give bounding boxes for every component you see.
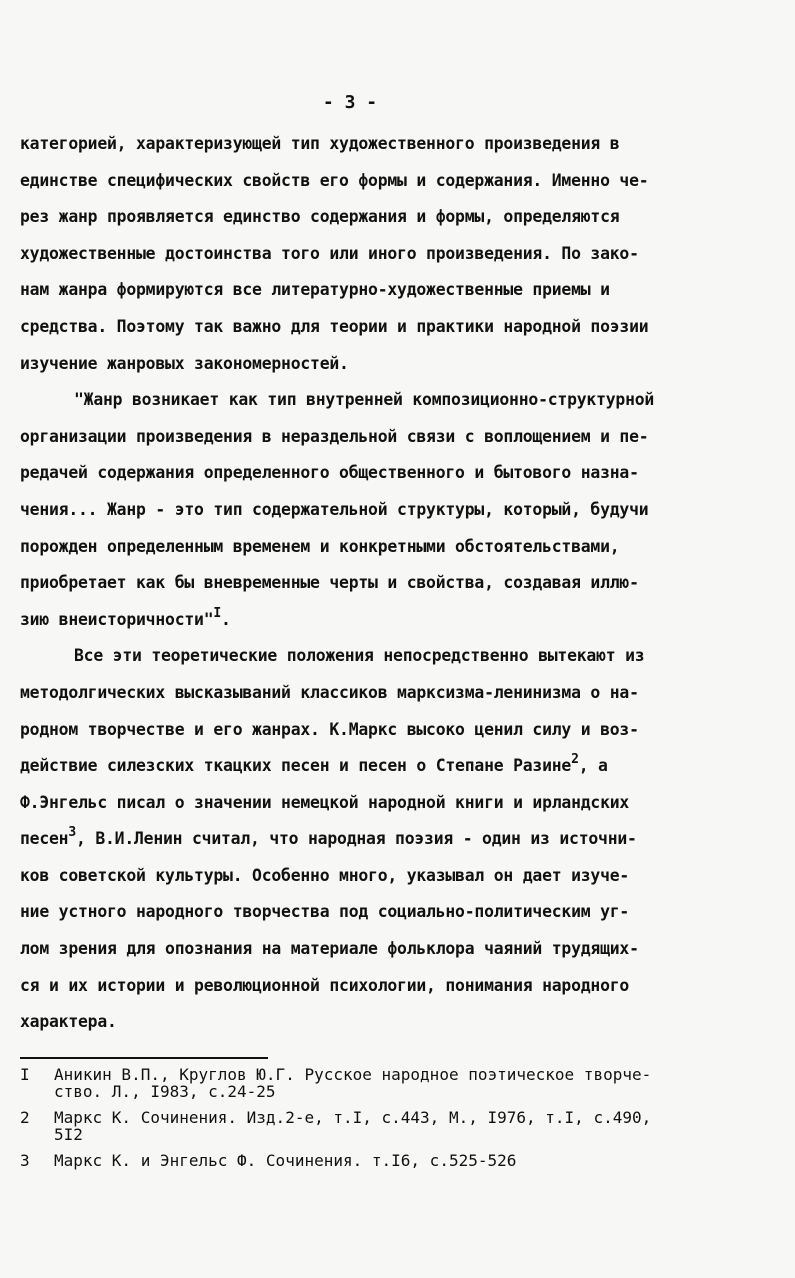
- footnote-item: [20, 1066, 760, 1100]
- paragraph-1-line: нам жанра формируются все литературно-художественные приемы и: [20, 280, 610, 300]
- paragraph-3-line-with-ref-3: [20, 821, 755, 858]
- footnote-item: [20, 1109, 760, 1143]
- paragraph-3-line-tail: , В.И.Ленин считал, что народная поэзия - один из источни-: [75, 829, 637, 849]
- footnote-text: Маркс К. и Энгельс Ф. Сочинения. т.I6, с.525-526: [54, 1151, 517, 1170]
- footnote-text: Аникин В.П., Круглов Ю.Г. Русское народное поэтическое творче- ство. Л., I983, с.24-25: [54, 1065, 652, 1101]
- paragraph-3-line: ков советской культуры. Особенно много, указывал он дает изуче-: [20, 865, 630, 885]
- paragraph-3-line: ся и их истории и революционной психологии, понимания народного: [20, 975, 630, 995]
- footnote-divider: [20, 1057, 268, 1059]
- footnotes: [20, 1066, 760, 1178]
- paragraph-2-line: порожден определенным временем и конкретными обстоятельствами,: [20, 536, 620, 556]
- paragraph-1-line: изучение жанровых закономерностей.: [20, 353, 349, 373]
- paragraph-1-line: рез жанр проявляется единство содержания и формы, определяются: [20, 207, 620, 227]
- paragraph-2-line: приобретает как бы вневременные черты и свойства, создавая иллю-: [20, 573, 639, 593]
- paragraph-3-line: ние устного народного творчества под социально-политическим уг-: [20, 902, 630, 922]
- paragraph-3-line: лом зрения для опознания на материале фольклора чаяний трудящих-: [20, 939, 639, 959]
- footnote-number: 2: [20, 1108, 30, 1127]
- footnote-text: Маркс К. Сочинения. Изд.2-е, т.I, с.443, М., I976, т.I, с.490, 5I2: [54, 1108, 652, 1144]
- body-text: [20, 126, 755, 1041]
- paragraph-3-line: характера.: [20, 1012, 117, 1032]
- paragraph-3-line: Ф.Энгельс писал о значении немецкой народной книги и ирландских: [20, 792, 630, 812]
- paragraph-1-line: средства. Поэтому так важно для теории и практики народной поэзии: [20, 316, 649, 336]
- paragraph-2-last-line: [20, 602, 755, 639]
- paragraph-3-line-text: действие силезских ткацких песен и песен о Степане Разине: [20, 756, 572, 776]
- paragraph-3-line-tail: , а: [578, 756, 608, 776]
- footnote-number: 3: [20, 1151, 30, 1170]
- paragraph-3-line: методолгических высказываний классиков марксизма-ленинизма о на-: [20, 682, 639, 702]
- paragraph-1-line: единстве специфических свойств его формы и содержания. Именно че-: [20, 170, 649, 190]
- paragraph-2-line: чения... Жанр - это тип содержательной структуры, который, будучи: [20, 499, 649, 519]
- paragraph-1-line: категорией, характеризующей тип художественного произведения в: [20, 134, 620, 153]
- paragraph-2-line: "Жанр возникает как тип внутренней композиционно-структурной: [74, 390, 655, 410]
- footnote-ref-2: 2: [571, 752, 579, 768]
- paragraph-3-line: родном творчестве и его жанрах. К.Маркс высоко ценил силу и воз-: [20, 719, 639, 739]
- paragraph-2-line: редачей содержания определенного общественного и бытового назна-: [20, 463, 639, 483]
- paragraph-3-line: Все эти теоретические положения непосредственно вытекают из: [74, 646, 645, 666]
- footnote-number: I: [20, 1065, 30, 1084]
- paragraph-3-line-with-ref-2: [20, 748, 755, 785]
- footnote-ref-3: 3: [68, 825, 76, 841]
- page-number: - 3 -: [322, 92, 378, 113]
- paragraph-3-line-text: песен: [20, 829, 69, 849]
- footnote-item: [20, 1152, 760, 1169]
- footnote-ref-1: I: [213, 605, 222, 621]
- paragraph-2-line: организации произведения в нераздельной связи с воплощением и пе-: [20, 426, 649, 446]
- paragraph-2-line-text: зию внеисторичности": [20, 609, 214, 629]
- paragraph-1-line: художественные достоинства того или иного произведения. По зако-: [20, 243, 639, 263]
- paragraph-2-line-tail: .: [221, 609, 231, 629]
